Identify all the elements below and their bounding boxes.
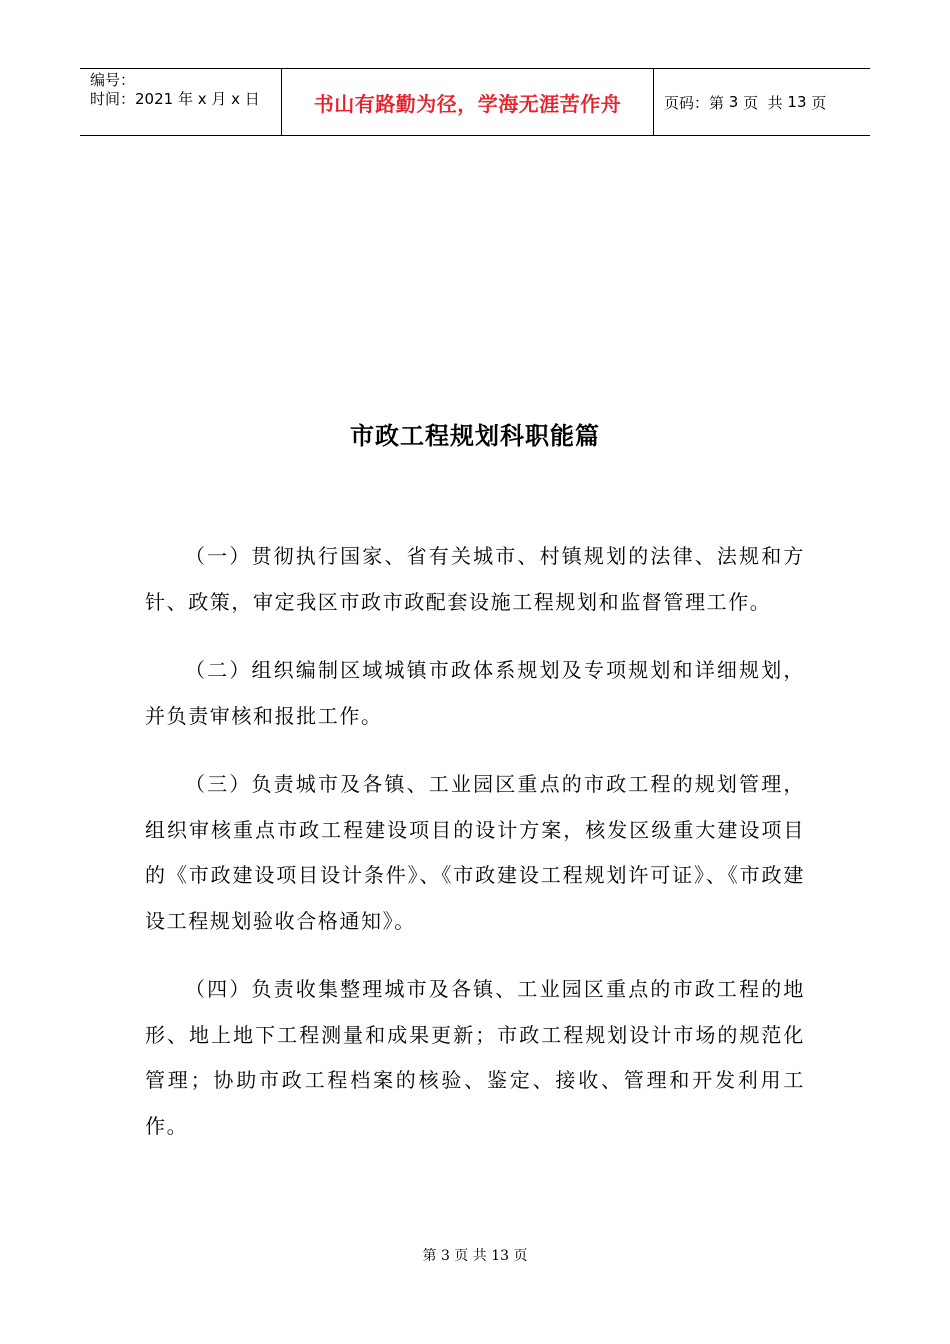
document-number-label: 编号： [90,71,136,89]
paragraph-4: （四）负责收集整理城市及各镇、工业园区重点的市政工程的地形、地上地下工程测量和成果更新；市政工程规划设计市场的规范化管理；协助市政工程档案的核验、鉴定、接收、管理和开发利用工作。 [145,977,805,1138]
footer-suffix: 页 [509,1248,528,1264]
header-page-suffix: 页 [806,93,827,112]
header-meta [90,71,260,109]
footer-mid: 页 共 [449,1248,492,1264]
document-body [145,534,805,1172]
header-divider-right [653,69,654,135]
paragraph-2: （二）组织编制区域城镇市政体系规划及专项规划和详细规划，并负责审核和报批工作。 [145,658,805,728]
header-page-indicator [664,69,826,135]
footer-page-current: 3 [440,1248,450,1264]
paragraph-1: （一）贯彻执行国家、省有关城市、村镇规划的法律、法规和方针、政策，审定我区市政市政配套设施工程规划和监督管理工作。 [145,544,805,614]
header-page-mid: 页 共 [738,93,788,112]
document-title: 市政工程规划科职能篇 [350,422,600,450]
page-footer [0,1245,950,1265]
header-page-prefix: 页码：第 [664,93,729,112]
footer-prefix: 第 [422,1248,441,1264]
header-page-current: 3 [728,93,739,111]
paragraph-3: （三）负责城市及各镇、工业园区重点的市政工程的规划管理，组织审核重点市政工程建设项目的设计方案，核发区级重大建设项目的《市政建设项目设计条件》、《市政建设工程规划许可证》、《市政建设工程规划验收合格通知》。 [145,772,805,933]
footer-page-total: 13 [491,1248,510,1264]
header-page-total: 13 [787,93,807,111]
page-header [80,68,870,136]
document-time-label: 时间：2021 年 x 月 x 日 [90,90,260,108]
header-motto: 书山有路勤为径，学海无涯苦作舟 [313,91,622,116]
